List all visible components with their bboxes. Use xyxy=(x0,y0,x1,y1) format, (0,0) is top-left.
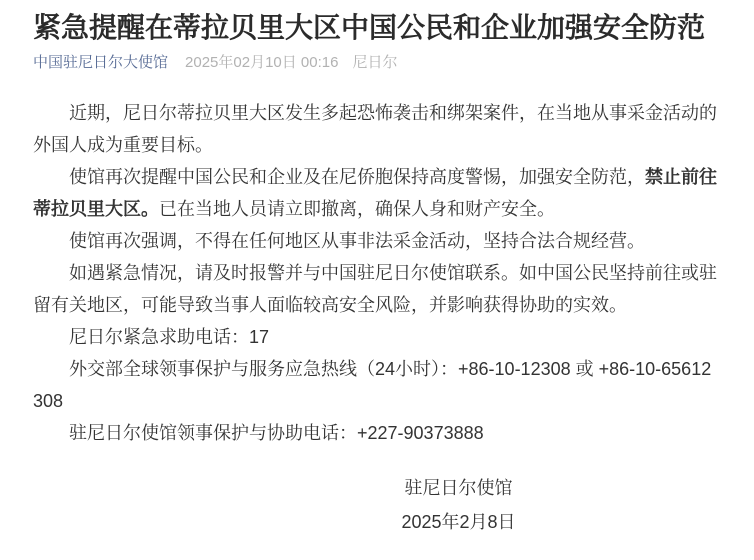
paragraph-1 xyxy=(33,97,721,161)
article-signoff xyxy=(33,471,721,539)
text-segment: 驻尼日尔使馆领事保护与协助电话：+227-90373888 xyxy=(69,423,484,444)
publish-location: 尼日尔 xyxy=(352,54,398,72)
text-segment: 外交部全球领事保护与服务应急热线（24小时）：+86-10-12308 或 +86-10-65612308 xyxy=(33,359,712,412)
paragraph-5 xyxy=(33,321,721,353)
text-segment: 使馆再次强调，不得在任何地区从事非法采金活动，坚持合法合规经营。 xyxy=(69,231,645,252)
paragraph-4 xyxy=(33,257,721,321)
paragraph-3 xyxy=(33,225,721,257)
text-segment: 尼日尔紧急求助电话：17 xyxy=(69,327,270,348)
bold-emphasis: 禁止前往蒂拉贝里大区。 xyxy=(33,167,717,220)
account-name-link[interactable]: 中国驻尼日尔大使馆 xyxy=(33,54,169,72)
signoff-date: 2025年2月8日 xyxy=(401,512,516,533)
article-byline xyxy=(33,52,721,73)
paragraph-6 xyxy=(33,353,721,417)
text-segment: 近期，尼日尔蒂拉贝里大区发生多起恐怖袭击和绑架案件，在当地从事采金活动的外国人成为重要目标。 xyxy=(33,103,717,156)
article-title: 紧急提醒在蒂拉贝里大区中国公民和企业加强安全防范 xyxy=(33,12,706,43)
signoff-name: 驻尼日尔使馆 xyxy=(404,478,513,499)
text-segment: 如遇紧急情况，请及时报警并与中国驻尼日尔使馆联系。如中国公民坚持前往或驻留有关地区，可能导致当事人面临较高安全风险，并影响获得协助的实效。 xyxy=(33,263,717,316)
paragraph-7 xyxy=(33,417,721,449)
publish-datetime: 2025年02月10日 00:16 xyxy=(185,54,339,72)
text-segment: 已在当地人员请立即撤离，确保人身和财产安全。 xyxy=(159,199,555,220)
text-segment: 使馆再次提醒中国公民和企业及在尼侨胞保持高度警惕，加强安全防范， xyxy=(69,167,645,188)
paragraph-2 xyxy=(33,161,721,225)
article-body xyxy=(33,97,721,449)
